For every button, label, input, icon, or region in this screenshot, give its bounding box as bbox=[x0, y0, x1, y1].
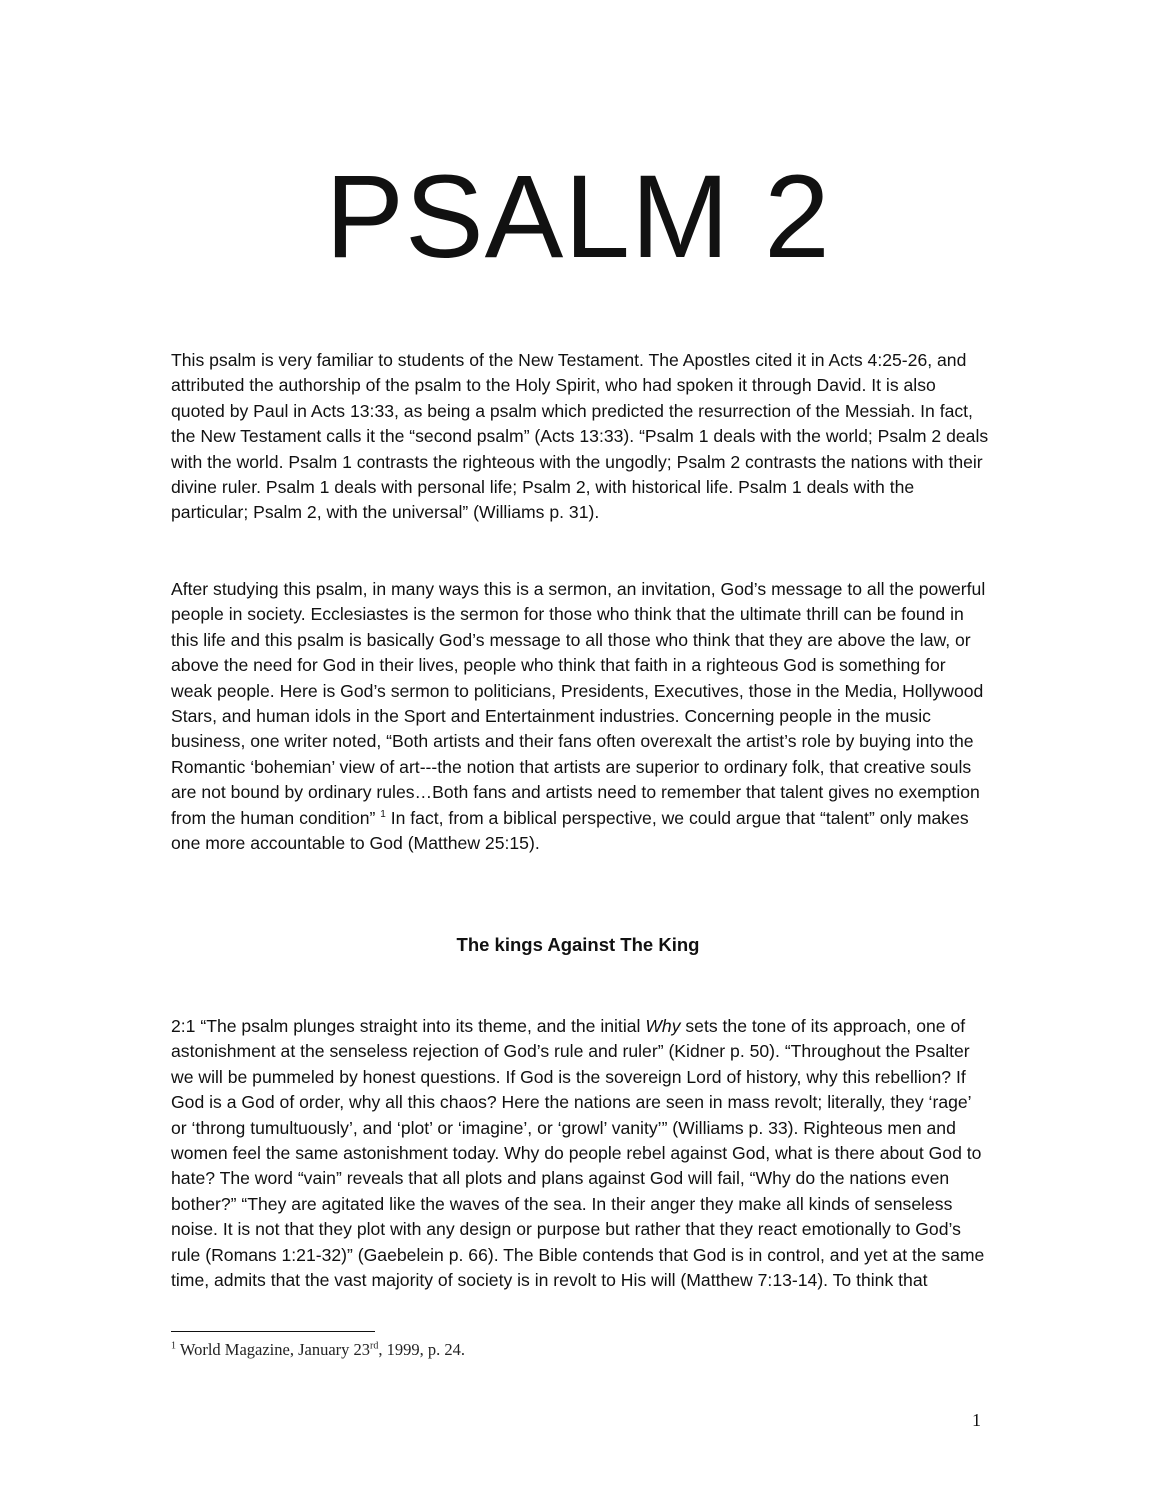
sermon-paragraph bbox=[171, 577, 991, 856]
footnote-reference: 1 bbox=[380, 808, 386, 820]
footnote-marker: 1 bbox=[171, 1340, 176, 1352]
italic-why: Why bbox=[645, 1016, 681, 1036]
intro-paragraph: This psalm is very familiar to students of the New Testament. The Apostles cited it in Acts 4:25-26, and attributed the authorship of the psalm to the Holy Spirit, who had spoken it through David. It is also quoted by Paul in Acts 13:33, as being a psalm which predicted the resurrection of the Messiah. In fact, the New Testament calls it the “second psalm” (Acts 13:33). “Psalm 1 deals with the world; Psalm 2 deals with the world. Psalm 1 contrasts the righteous with the ungodly; Psalm 2 contrasts the nations with their divine ruler. Psalm 1 deals with personal life; Psalm 2, with historical life. Psalm 1 deals with the particular; Psalm 2, with the universal” (Williams p. 31). bbox=[171, 350, 989, 523]
footnote-divider bbox=[171, 1331, 375, 1332]
sermon-paragraph-text: After studying this psalm, in many ways this is a sermon, an invitation, God’s message to all the powerful people in society. Ecclesiastes is the sermon for those who think that the ultimate thrill can be found in this life and this psalm is basically God’s message to all those who think that they are above the law, or above the need for God in their lives, people who think that faith in a righteous God is something for weak people. Here is God’s sermon to politicians, Presidents, Executives, those in the Media, Hollywood Stars, and human idols in the Sport and Entertainment industries. Concerning people in the music business, one writer noted, “Both artists and their fans often overexalt the artist’s role by buying into the Romantic ‘bohemian’ view of art---the notion that artists are superior to ordinary folk, that creative souls are not bound by ordinary rules…Both fans and artists need to remember that talent gives no exemption from the human condition” bbox=[171, 579, 986, 828]
verse-commentary-paragraph bbox=[171, 1014, 991, 1293]
commentary-text-rest: sets the tone of its approach, one of astonishment at the senseless rejection of God’s rule and ruler” (Kidner p. 50). “Throughout the Psalter we will be pummeled by honest questions. If God is the sovereign Lord of history, why this rebellion? If God is a God of order, why all this chaos? Here the nations are seen in mass revolt; literally, they ‘rage’ or ‘throng tumultuously’, and ‘plot’ or ‘imagine’, or ‘growl’ vanity’” (Williams p. 33). Righteous men and women feel the same astonishment today. Why do people rebel against God, what is there about God to hate? The word “vain” reveals that all plots and plans against God will fail, “Why do the nations even bother?” “They are agitated like the waves of the sea. In their anger they make all kinds of senseless noise. It is not that they plot with any design or purpose but rather that they react emotionally to God’s rule (Romans 1:21-32)” (Gaebelein p. 66). The Bible contends that God is in control, and yet at the same time, admits that the vast majority of society is in revolt to His will (Matthew 7:13-14). To think that bbox=[171, 1016, 985, 1291]
footnote bbox=[171, 1340, 465, 1360]
footnote-text-end: , 1999, p. 24. bbox=[378, 1340, 465, 1359]
section-heading: The kings Against The King bbox=[456, 934, 700, 955]
commentary-text-start: 2:1 “The psalm plunges straight into its theme, and the initial bbox=[171, 1016, 646, 1036]
page-number: 1 bbox=[972, 1410, 981, 1430]
footnote-ordinal-suffix: rd bbox=[370, 1340, 379, 1352]
footnote-text: World Magazine, January 23 bbox=[176, 1340, 371, 1359]
sermon-paragraph-continuation: In fact, from a biblical perspective, we could argue that “talent” only makes one more accountable to God (Matthew 25:15). bbox=[171, 807, 969, 854]
page-title: PSALM 2 bbox=[325, 151, 831, 283]
